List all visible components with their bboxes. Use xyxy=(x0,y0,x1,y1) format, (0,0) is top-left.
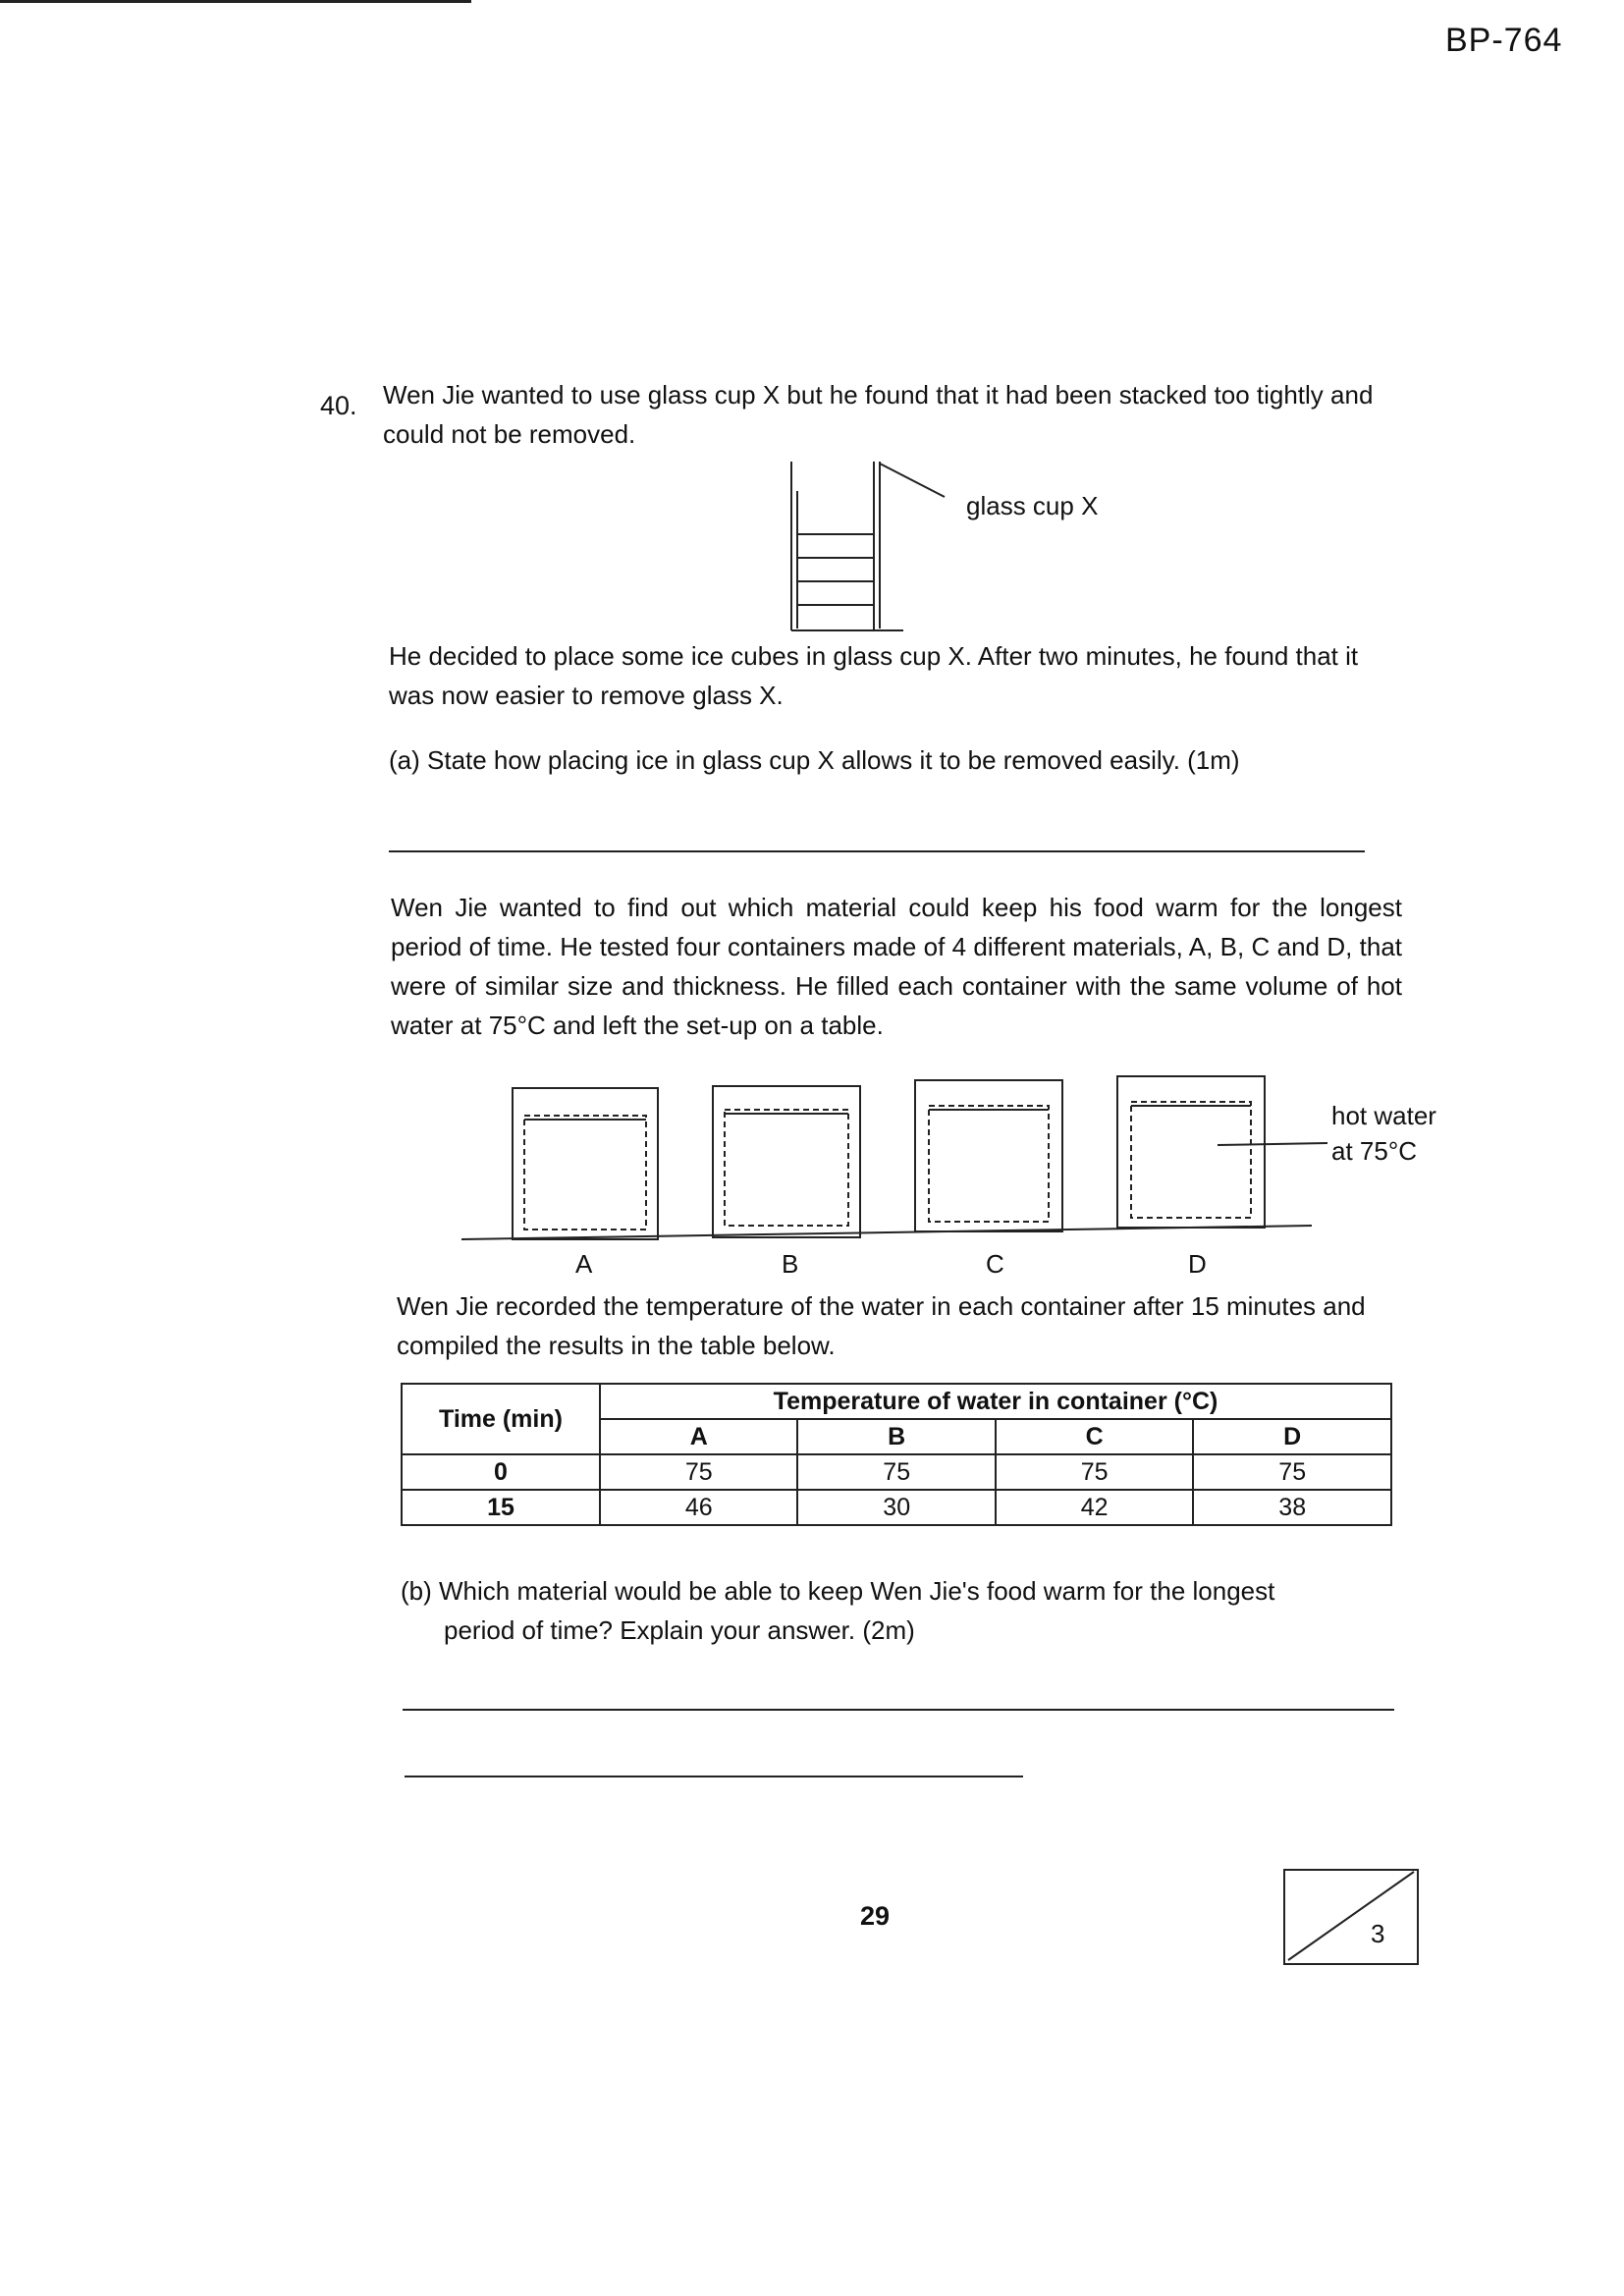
row-time: 0 xyxy=(402,1454,600,1490)
paper-code: BP-764 xyxy=(1445,22,1563,59)
table-cell: 75 xyxy=(996,1454,1193,1490)
column-header: B xyxy=(797,1419,995,1454)
stacked-cups-figure xyxy=(791,462,945,630)
table-cell: 38 xyxy=(1193,1490,1391,1525)
temperature-header: Temperature of water in container (°C) xyxy=(600,1384,1391,1419)
question-intro: Wen Jie wanted to use glass cup X but he found that it had been stacked too tightly and could not be removed. xyxy=(383,380,1374,449)
hot-water-label: hot water at 75°C xyxy=(1331,1101,1436,1166)
part-b-question xyxy=(401,1571,1412,1650)
container-label-b: B xyxy=(782,1249,799,1279)
column-header: A xyxy=(600,1419,797,1454)
column-header: D xyxy=(1193,1419,1391,1454)
score-box-figure xyxy=(1284,1870,1418,1964)
answer-line-b1[interactable] xyxy=(403,1709,1394,1711)
score-value: 3 xyxy=(1371,1919,1385,1948)
table-cell: 46 xyxy=(600,1490,797,1525)
answer-line-b2[interactable] xyxy=(405,1776,1023,1777)
table-cell: 75 xyxy=(797,1454,995,1490)
glass-cup-label: glass cup X xyxy=(966,491,1099,520)
part-a-question: (a) State how placing ice in glass cup X allows it to be removed easily. (1m) xyxy=(389,745,1240,775)
container-label-c: C xyxy=(986,1249,1004,1279)
table-cell: 75 xyxy=(600,1454,797,1490)
results-table xyxy=(401,1383,1392,1526)
part-b-line-2: period of time? Explain your answer. (2m) xyxy=(444,1615,915,1645)
table-cell: 30 xyxy=(797,1490,995,1525)
question-number: 40. xyxy=(320,391,357,420)
row-time: 15 xyxy=(402,1490,600,1525)
table-row xyxy=(402,1454,1391,1490)
table-cell: 42 xyxy=(996,1490,1193,1525)
ice-text: He decided to place some ice cubes in glass cup X. After two minutes, he found that it was now easier to remove glass X. xyxy=(389,641,1359,710)
container-label-d: D xyxy=(1188,1249,1207,1279)
table-row xyxy=(402,1490,1391,1525)
page-number: 29 xyxy=(860,1901,891,1931)
answer-line-a[interactable] xyxy=(389,850,1365,852)
experiment-text: Wen Jie wanted to find out which material could keep his food warm for the longest period of time. He tested four containers made of 4 different materials, A, B, C and D, that were of similar size and thickness. He filled each container with the same volume of hot water at 75°C and left the set-up on a table. xyxy=(391,893,1402,1040)
record-text: Wen Jie recorded the temperature of the water in each container after 15 minutes and compiled the results in the table below. xyxy=(397,1291,1366,1360)
part-b-line-1: (b) Which material would be able to keep Wen Jie's food warm for the longest xyxy=(401,1576,1275,1606)
container-label-a: A xyxy=(575,1249,593,1279)
containers-figure xyxy=(461,1076,1327,1239)
column-header: C xyxy=(996,1419,1193,1454)
time-header: Time (min) xyxy=(402,1384,600,1454)
table-cell: 75 xyxy=(1193,1454,1391,1490)
